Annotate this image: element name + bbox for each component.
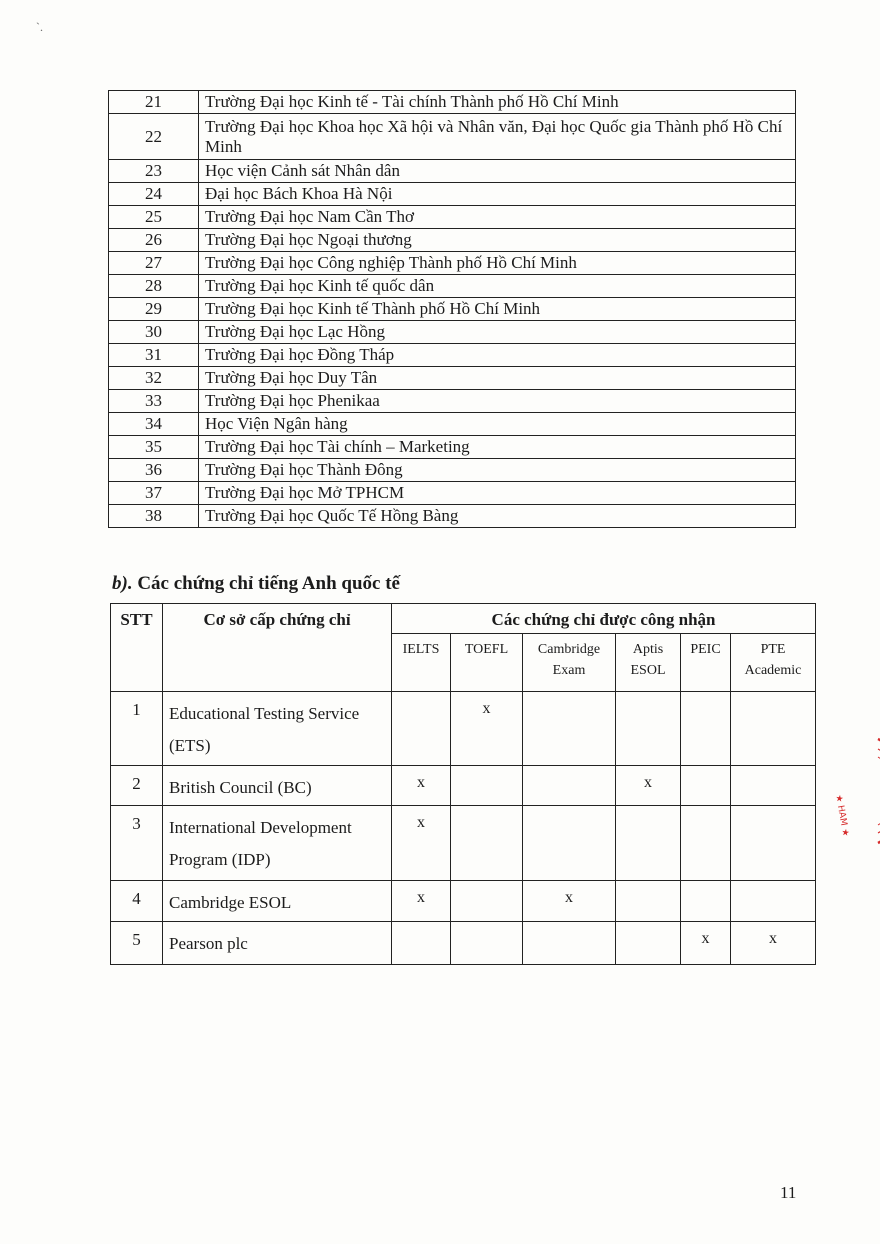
mark-cell — [616, 922, 681, 965]
table-row — [109, 252, 796, 275]
section-b-label: b). — [112, 573, 133, 594]
mark-cell — [451, 881, 523, 922]
row-number: 26 — [109, 229, 199, 252]
row-number: 32 — [109, 367, 199, 390]
university-name: Trường Đại học Công nghiệp Thành phố Hồ Chí Minh — [199, 252, 796, 275]
row-number: 34 — [109, 413, 199, 436]
university-name: Trường Đại học Thành Đông — [199, 459, 796, 482]
table-row — [109, 321, 796, 344]
row-number: 30 — [109, 321, 199, 344]
row-number: 27 — [109, 252, 199, 275]
table-row — [109, 482, 796, 505]
stt-cell: 1 — [111, 692, 163, 766]
university-table — [108, 90, 796, 528]
table-row — [109, 206, 796, 229]
university-name: Trường Đại học Nam Cần Thơ — [199, 206, 796, 229]
stt-cell: 4 — [111, 881, 163, 922]
row-number: 36 — [109, 459, 199, 482]
stt-cell: 3 — [111, 806, 163, 881]
org-cell: Cambridge ESOL — [163, 881, 392, 922]
mark-cell — [451, 922, 523, 965]
row-number: 33 — [109, 390, 199, 413]
table-row — [109, 229, 796, 252]
mark-cell — [616, 806, 681, 881]
table-row — [109, 436, 796, 459]
university-name: Trường Đại học Khoa học Xã hội và Nhân văn, Đại học Quốc gia Thành phố Hồ Chí Minh — [199, 114, 796, 160]
table-row — [111, 881, 816, 922]
row-number: 21 — [109, 91, 199, 114]
mark-cell: x — [681, 922, 731, 965]
svg-text:★ HAM ★: ★ HAM ★ — [833, 793, 851, 838]
cert-type-label: PTE — [760, 642, 786, 657]
row-number: 23 — [109, 160, 199, 183]
mark-cell — [523, 692, 616, 766]
row-number: 24 — [109, 183, 199, 206]
cert-type-header — [616, 634, 681, 692]
cert-type-header — [392, 634, 451, 692]
org-cell: Pearson plc — [163, 922, 392, 965]
table-row — [109, 275, 796, 298]
header-row — [111, 604, 816, 634]
section-b-title: Các chứng chỉ tiếng Anh quốc tế — [137, 573, 400, 594]
org-cell: Educational Testing Service (ETS) — [163, 692, 392, 766]
cert-type-label: ESOL — [630, 663, 666, 678]
table-row — [109, 91, 796, 114]
table-row — [109, 183, 796, 206]
cert-type-label: IELTS — [402, 642, 440, 657]
cert-type-header — [681, 634, 731, 692]
row-number: 31 — [109, 344, 199, 367]
university-name: Đại học Bách Khoa Hà Nội — [199, 183, 796, 206]
university-name: Trường Đại học Mở TPHCM — [199, 482, 796, 505]
cert-type-label: Academic — [744, 663, 802, 678]
table-row — [111, 766, 816, 806]
mark-cell: x — [523, 881, 616, 922]
stt-cell: 5 — [111, 922, 163, 965]
page-number: 11 — [780, 1183, 797, 1202]
cert-type-label: Exam — [552, 663, 586, 678]
mark-cell — [731, 806, 816, 881]
table-row — [109, 413, 796, 436]
mark-cell — [451, 806, 523, 881]
mark-cell — [731, 692, 816, 766]
mark-cell — [731, 881, 816, 922]
cert-type-label: Cambridge — [537, 642, 601, 657]
stt-cell: 2 — [111, 766, 163, 806]
university-name: Trường Đại học Kinh tế - Tài chính Thành phố Hồ Chí Minh — [199, 91, 796, 114]
table-row — [109, 390, 796, 413]
university-name: Trường Đại học Ngoại thương — [199, 229, 796, 252]
table-row — [109, 160, 796, 183]
cert-type-header — [451, 634, 523, 692]
university-name: Trường Đại học Duy Tân — [199, 367, 796, 390]
red-seal-stamp — [818, 735, 880, 847]
mark-cell — [523, 922, 616, 965]
table-row — [111, 692, 816, 766]
table-row — [109, 114, 796, 160]
row-number: 29 — [109, 298, 199, 321]
mark-cell: x — [392, 806, 451, 881]
mark-cell — [681, 766, 731, 806]
org-header: Cơ sở cấp chứng chỉ — [163, 604, 392, 692]
table-row — [109, 459, 796, 482]
cert-type-header — [523, 634, 616, 692]
university-name: Trường Đại học Kinh tế Thành phố Hồ Chí Minh — [199, 298, 796, 321]
table-row — [109, 505, 796, 528]
university-name: Trường Đại học Tài chính – Marketing — [199, 436, 796, 459]
cert-type-label: TOEFL — [464, 642, 509, 657]
mark-cell — [616, 692, 681, 766]
cert-type-header — [731, 634, 816, 692]
org-cell: International Development Program (IDP) — [163, 806, 392, 881]
row-number: 38 — [109, 505, 199, 528]
mark-cell — [392, 692, 451, 766]
mark-cell: x — [392, 766, 451, 806]
scan-speck: `. — [36, 20, 43, 34]
row-number: 28 — [109, 275, 199, 298]
mark-cell — [681, 692, 731, 766]
cert-type-label: Aptis — [632, 642, 664, 657]
table-row — [109, 367, 796, 390]
university-name: Trường Đại học Kinh tế quốc dân — [199, 275, 796, 298]
row-number: 22 — [109, 114, 199, 160]
university-name: Trường Đại học Đồng Tháp — [199, 344, 796, 367]
stt-header: STT — [111, 604, 163, 692]
table-row — [109, 298, 796, 321]
mark-cell — [392, 922, 451, 965]
mark-cell: x — [731, 922, 816, 965]
table-row — [109, 344, 796, 367]
mark-cell: x — [451, 692, 523, 766]
certificate-table — [110, 603, 816, 965]
recognized-header: Các chứng chỉ được công nhận — [392, 604, 816, 634]
table-row — [111, 922, 816, 965]
mark-cell: x — [392, 881, 451, 922]
university-name: Học Viện Ngân hàng — [199, 413, 796, 436]
mark-cell — [731, 766, 816, 806]
row-number: 25 — [109, 206, 199, 229]
mark-cell: x — [616, 766, 681, 806]
row-number: 37 — [109, 482, 199, 505]
mark-cell — [681, 806, 731, 881]
mark-cell — [681, 881, 731, 922]
cert-type-label: PEIC — [690, 642, 721, 657]
mark-cell — [451, 766, 523, 806]
university-name: Học viện Cảnh sát Nhân dân — [199, 160, 796, 183]
university-name: Trường Đại học Phenikaa — [199, 390, 796, 413]
university-name: Trường Đại học Quốc Tế Hồng Bàng — [199, 505, 796, 528]
university-name: Trường Đại học Lạc Hồng — [199, 321, 796, 344]
mark-cell — [616, 881, 681, 922]
mark-cell — [523, 766, 616, 806]
section-b-heading — [112, 573, 400, 595]
mark-cell — [523, 806, 616, 881]
row-number: 35 — [109, 436, 199, 459]
org-cell: British Council (BC) — [163, 766, 392, 806]
table-row — [111, 806, 816, 881]
